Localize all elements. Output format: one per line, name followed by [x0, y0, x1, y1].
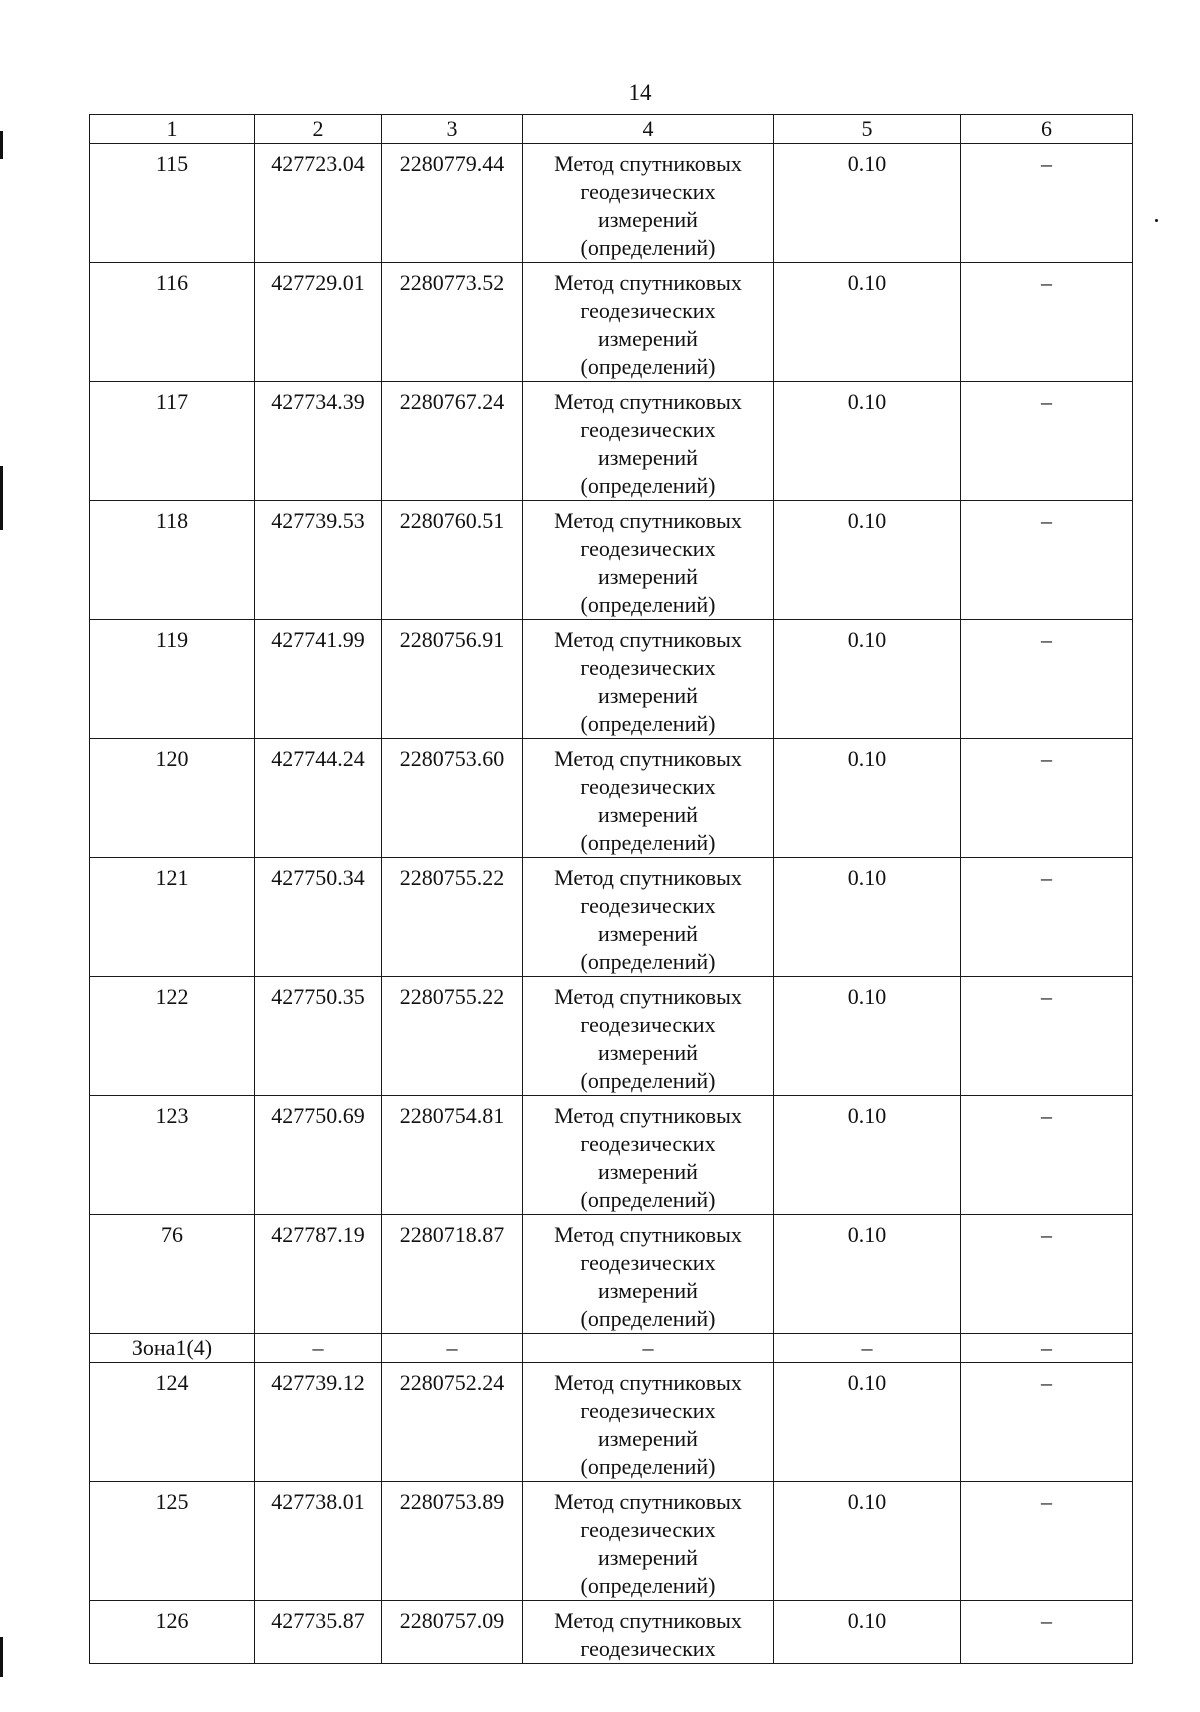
method-cell: [523, 1482, 774, 1601]
point-number-cell: 119: [90, 620, 255, 739]
method-line: (определений): [580, 354, 716, 379]
accuracy-cell: 0.10: [774, 144, 961, 263]
zone-dash-cell: –: [774, 1334, 961, 1363]
table-row: [90, 1482, 1133, 1601]
method-cell: [523, 501, 774, 620]
table-body: [90, 115, 1133, 1664]
method-cell: [523, 739, 774, 858]
point-number-cell: 116: [90, 263, 255, 382]
column-6-cell: –: [961, 263, 1133, 382]
method-line: измерений: [598, 326, 698, 351]
column-6-cell: –: [961, 1215, 1133, 1334]
zone-label-cell: Зона1(4): [90, 1334, 255, 1363]
point-number-cell: 76: [90, 1215, 255, 1334]
method-line: геодезических: [580, 774, 716, 799]
accuracy-cell: 0.10: [774, 1215, 961, 1334]
coordinate-y-cell: 2280757.09: [382, 1601, 523, 1664]
method-cell: [523, 1096, 774, 1215]
coordinate-y-cell: 2280767.24: [382, 382, 523, 501]
method-line: Метод спутниковых: [554, 865, 742, 890]
method-line: (определений): [580, 830, 716, 855]
coordinate-y-cell: 2280755.22: [382, 858, 523, 977]
column-6-cell: –: [961, 1096, 1133, 1215]
method-line: Метод спутниковых: [554, 270, 742, 295]
table-row: [90, 1215, 1133, 1334]
coordinate-x-cell: 427738.01: [255, 1482, 382, 1601]
point-number-cell: 123: [90, 1096, 255, 1215]
method-line: геодезических: [580, 1398, 716, 1423]
header-cell: 4: [523, 115, 774, 144]
column-6-cell: –: [961, 620, 1133, 739]
column-6-cell: –: [961, 1363, 1133, 1482]
table-row: [90, 1601, 1133, 1664]
method-line: Метод спутниковых: [554, 627, 742, 652]
method-cell: [523, 1215, 774, 1334]
coordinate-x-cell: 427750.34: [255, 858, 382, 977]
method-line: измерений: [598, 1040, 698, 1065]
method-line: геодезических: [580, 417, 716, 442]
method-line: геодезических: [580, 1012, 716, 1037]
method-line: Метод спутниковых: [554, 1370, 742, 1395]
method-cell: [523, 1601, 774, 1664]
coordinate-x-cell: 427735.87: [255, 1601, 382, 1664]
coordinate-x-cell: 427744.24: [255, 739, 382, 858]
method-cell: [523, 858, 774, 977]
method-cell: [523, 144, 774, 263]
accuracy-cell: 0.10: [774, 620, 961, 739]
method-line: геодезических: [580, 536, 716, 561]
method-line: измерений: [598, 564, 698, 589]
point-number-cell: 124: [90, 1363, 255, 1482]
coordinate-y-cell: 2280779.44: [382, 144, 523, 263]
method-line: измерений: [598, 1278, 698, 1303]
scan-margin-mark: [0, 131, 3, 159]
column-6-cell: –: [961, 977, 1133, 1096]
coordinate-x-cell: 427739.12: [255, 1363, 382, 1482]
point-number-cell: 117: [90, 382, 255, 501]
method-line: Метод спутниковых: [554, 1103, 742, 1128]
method-line: геодезических: [580, 893, 716, 918]
coordinate-x-cell: 427750.35: [255, 977, 382, 1096]
method-cell: [523, 382, 774, 501]
column-6-cell: –: [961, 1482, 1133, 1601]
zone-dash-cell: –: [255, 1334, 382, 1363]
method-line: (определений): [580, 1454, 716, 1479]
table-row: [90, 263, 1133, 382]
accuracy-cell: 0.10: [774, 382, 961, 501]
method-line: (определений): [580, 1573, 716, 1598]
point-number-cell: 115: [90, 144, 255, 263]
method-line: измерений: [598, 445, 698, 470]
point-number-cell: 120: [90, 739, 255, 858]
method-cell: [523, 977, 774, 1096]
method-line: геодезических: [580, 1636, 716, 1661]
method-line: геодезических: [580, 1131, 716, 1156]
table-header-row: [90, 115, 1133, 144]
method-line: (определений): [580, 949, 716, 974]
coordinate-x-cell: 427734.39: [255, 382, 382, 501]
method-line: измерений: [598, 1545, 698, 1570]
coordinate-x-cell: 427723.04: [255, 144, 382, 263]
method-line: измерений: [598, 802, 698, 827]
method-line: Метод спутниковых: [554, 151, 742, 176]
accuracy-cell: 0.10: [774, 263, 961, 382]
table-row: [90, 1096, 1133, 1215]
point-number-cell: 126: [90, 1601, 255, 1664]
point-number-cell: 122: [90, 977, 255, 1096]
method-line: Метод спутниковых: [554, 1222, 742, 1247]
method-line: геодезических: [580, 655, 716, 680]
coordinate-y-cell: 2280753.60: [382, 739, 523, 858]
accuracy-cell: 0.10: [774, 858, 961, 977]
table-row: [90, 858, 1133, 977]
table-row: [90, 382, 1133, 501]
coordinate-y-cell: 2280752.24: [382, 1363, 523, 1482]
method-line: (определений): [580, 473, 716, 498]
header-cell: 5: [774, 115, 961, 144]
coordinate-y-cell: 2280755.22: [382, 977, 523, 1096]
method-line: измерений: [598, 1159, 698, 1184]
coordinate-y-cell: 2280753.89: [382, 1482, 523, 1601]
method-line: Метод спутниковых: [554, 1489, 742, 1514]
coordinate-y-cell: 2280754.81: [382, 1096, 523, 1215]
scan-margin-mark: [0, 466, 3, 530]
zone-dash-cell: –: [961, 1334, 1133, 1363]
zone-row: [90, 1334, 1133, 1363]
accuracy-cell: 0.10: [774, 1363, 961, 1482]
scan-dot-mark: [1155, 219, 1158, 222]
method-line: Метод спутниковых: [554, 746, 742, 771]
method-line: Метод спутниковых: [554, 984, 742, 1009]
coordinate-x-cell: 427750.69: [255, 1096, 382, 1215]
accuracy-cell: 0.10: [774, 1482, 961, 1601]
table-row: [90, 1363, 1133, 1482]
point-number-cell: 118: [90, 501, 255, 620]
header-cell: 2: [255, 115, 382, 144]
coordinate-x-cell: 427739.53: [255, 501, 382, 620]
table-row: [90, 501, 1133, 620]
header-cell: 1: [90, 115, 255, 144]
zone-dash-cell: –: [523, 1334, 774, 1363]
point-number-cell: 125: [90, 1482, 255, 1601]
accuracy-cell: 0.10: [774, 1096, 961, 1215]
method-line: измерений: [598, 683, 698, 708]
column-6-cell: –: [961, 501, 1133, 620]
method-cell: [523, 620, 774, 739]
method-line: (определений): [580, 711, 716, 736]
zone-dash-cell: –: [382, 1334, 523, 1363]
column-6-cell: –: [961, 144, 1133, 263]
column-6-cell: –: [961, 382, 1133, 501]
column-6-cell: –: [961, 1601, 1133, 1664]
point-number-cell: 121: [90, 858, 255, 977]
coordinate-y-cell: 2280718.87: [382, 1215, 523, 1334]
method-line: измерений: [598, 1426, 698, 1451]
coordinate-y-cell: 2280773.52: [382, 263, 523, 382]
accuracy-cell: 0.10: [774, 501, 961, 620]
method-line: Метод спутниковых: [554, 389, 742, 414]
column-6-cell: –: [961, 739, 1133, 858]
table-row: [90, 739, 1133, 858]
method-line: Метод спутниковых: [554, 508, 742, 533]
coordinate-x-cell: 427729.01: [255, 263, 382, 382]
coordinate-y-cell: 2280760.51: [382, 501, 523, 620]
coordinate-y-cell: 2280756.91: [382, 620, 523, 739]
accuracy-cell: 0.10: [774, 739, 961, 858]
header-cell: 6: [961, 115, 1133, 144]
method-line: (определений): [580, 1187, 716, 1212]
method-line: (определений): [580, 1306, 716, 1331]
scan-margin-mark: [0, 1637, 3, 1677]
column-6-cell: –: [961, 858, 1133, 977]
accuracy-cell: 0.10: [774, 1601, 961, 1664]
page-number: 14: [628, 80, 652, 105]
method-line: геодезических: [580, 298, 716, 323]
method-cell: [523, 263, 774, 382]
method-line: геодезических: [580, 1250, 716, 1275]
coordinate-x-cell: 427741.99: [255, 620, 382, 739]
method-line: геодезических: [580, 179, 716, 204]
method-line: геодезических: [580, 1517, 716, 1542]
header-cell: 3: [382, 115, 523, 144]
table-row: [90, 144, 1133, 263]
accuracy-cell: 0.10: [774, 977, 961, 1096]
method-line: измерений: [598, 921, 698, 946]
method-line: (определений): [580, 592, 716, 617]
method-line: измерений: [598, 207, 698, 232]
method-line: (определений): [580, 235, 716, 260]
coordinate-x-cell: 427787.19: [255, 1215, 382, 1334]
table-row: [90, 620, 1133, 739]
method-line: (определений): [580, 1068, 716, 1093]
table-row: [90, 977, 1133, 1096]
coordinates-table: [89, 114, 1133, 1664]
method-line: Метод спутниковых: [554, 1608, 742, 1633]
method-cell: [523, 1363, 774, 1482]
